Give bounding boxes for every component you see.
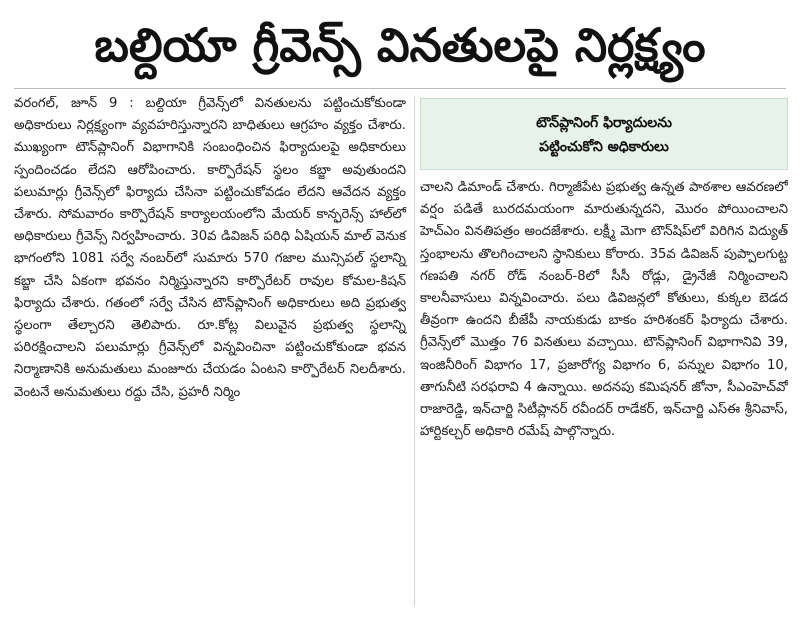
article-body-left: వరంగల్, జూన్ 9 : బల్దియా గ్రీవెన్స్‌లో వినతులను పట్టించుకోకుండా అధికారులు నిర్లక్ష్యంగా వ్యవహరిస్తున్నారని బాధితులు ఆగ్రహం వ్యక్తం చేశారు. ముఖ్యంగా టౌన్‌ప్లానింగ్ విభాగానికి సంబంధించిన ఫిర్యాదులపై అధికారులు స్పందించడం లేదని ఆరోపించారు. కార్పొరేషన్ స్థలం కబ్జా అవుతుందని పలుమార్లు గ్రీవెన్స్‌లో ఫిర్యాదు చేసినా పట్టించుకోవడం లేదని ఆవేదన వ్యక్తం చేశారు. సోమవారం కార్పొరేషన్ కార్యాలయంలోని మేయర్ కాన్ఫరెన్స్ హాల్‌లో అధికారులు గ్రీవెన్స్ నిర్వహించారు. 30వ డివిజన్ పరిధి ఏషియన్ మాల్ వెనుక భాగంలోని 1081 సర్వే నంబర్‌లో సుమారు 570 గజాల మున్సిపల్ స్థలాన్ని కబ్జా చేసి ఏకంగా భవనం నిర్మిస్తున్నారని కార్పొరేటర్ రావుల కోమల-కిషన్ ఫిర్యాదు చేశారు. గతంలో సర్వే చేసిన టౌన్‌ప్లానింగ్ అధికారులు అది ప్రభుత్వ స్థలంగా తేల్చారని తెలిపారు. రూ.కోట్ల విలువైన ప్రభుత్వ స్థలాన్ని పరిరక్షించాలని పలుమార్లు గ్రీవెన్స్‌లో విన్నవించినా పట్టించుకోకుండా భవన నిర్మాణానికి అనుమతులు మంజూరు చేయడం ఏంటని కార్పొరేటర్ నిలదీశారు. వెంటనే అనుమతులు రద్దు చేసి, ప్రహరీ నిర్మిం xyxy=(14,96,406,400)
subheading-line-1: టౌన్‌ప్లానింగ్ ఫిర్యాదులను xyxy=(536,115,672,131)
headline-divider xyxy=(14,88,786,89)
article-subheading-box xyxy=(420,98,788,170)
article-column-left xyxy=(14,93,410,613)
article-body-right: చాలని డిమాండ్ చేశారు. గిర్మాజీపేట ప్రభుత్వ ఉన్నత పాఠశాల ఆవరణలో వర్షం పడితే బురదమయంగా మారుతున్నదని, మొరం పోయించాలని హెచ్‌ఎం వినతిపత్రం అందజేశారు. లక్ష్మీ మెగా టౌన్‌షిప్‌లో విరిగిన విద్యుత్ స్తంభాలను తొలగించాలని స్థానికులు కోరారు. 35వ డివిజన్ పుప్పాలగుట్ట గణపతి నగర్ రోడ్ నంబర్-8లో సీసీ రోడ్లు, డ్రైనేజీ నిర్మించాలని కాలనీవాసులు విన్నవించారు. పలు డివిజన్లలో కోతులు, కుక్కల బెడద తీవ్రంగా ఉందని బీజేపీ నాయకుడు బాకం హరిశంకర్ ఫిర్యాదు చేశారు. గ్రీవెన్స్‌లో మొత్తం 76 వినతులు వచ్చాయి. టౌన్‌ప్లానింగ్ విభాగానివి 39, ఇంజినీరింగ్ విభాగం 17, ప్రజారోగ్య విభాగం 6, పన్నుల విభాగం 10, తాగునీటి సరఫరావి 4 ఉన్నాయి. అదనపు కమిషనర్ జోనా, సీఎంహెచ్‌వో రాజారెడ్డి, ఇన్‌చార్జి సిటీప్లానర్ రవీందర్ రాడేకర్, ఇన్‌చార్జి ఎస్ఈ శ్రీనివాస్, హార్టికల్చర్ అధికారి రమేష్ పాల్గొన్నారు. xyxy=(420,180,788,440)
article-column-right xyxy=(420,177,788,613)
article-headline: బల్దియా గ్రీవెన్స్ వినతులపై నిర్లక్ష్యం xyxy=(94,18,706,72)
column-divider xyxy=(414,96,415,606)
subheading-line-2: పట్టించుకోని అధికారులు xyxy=(539,139,669,155)
